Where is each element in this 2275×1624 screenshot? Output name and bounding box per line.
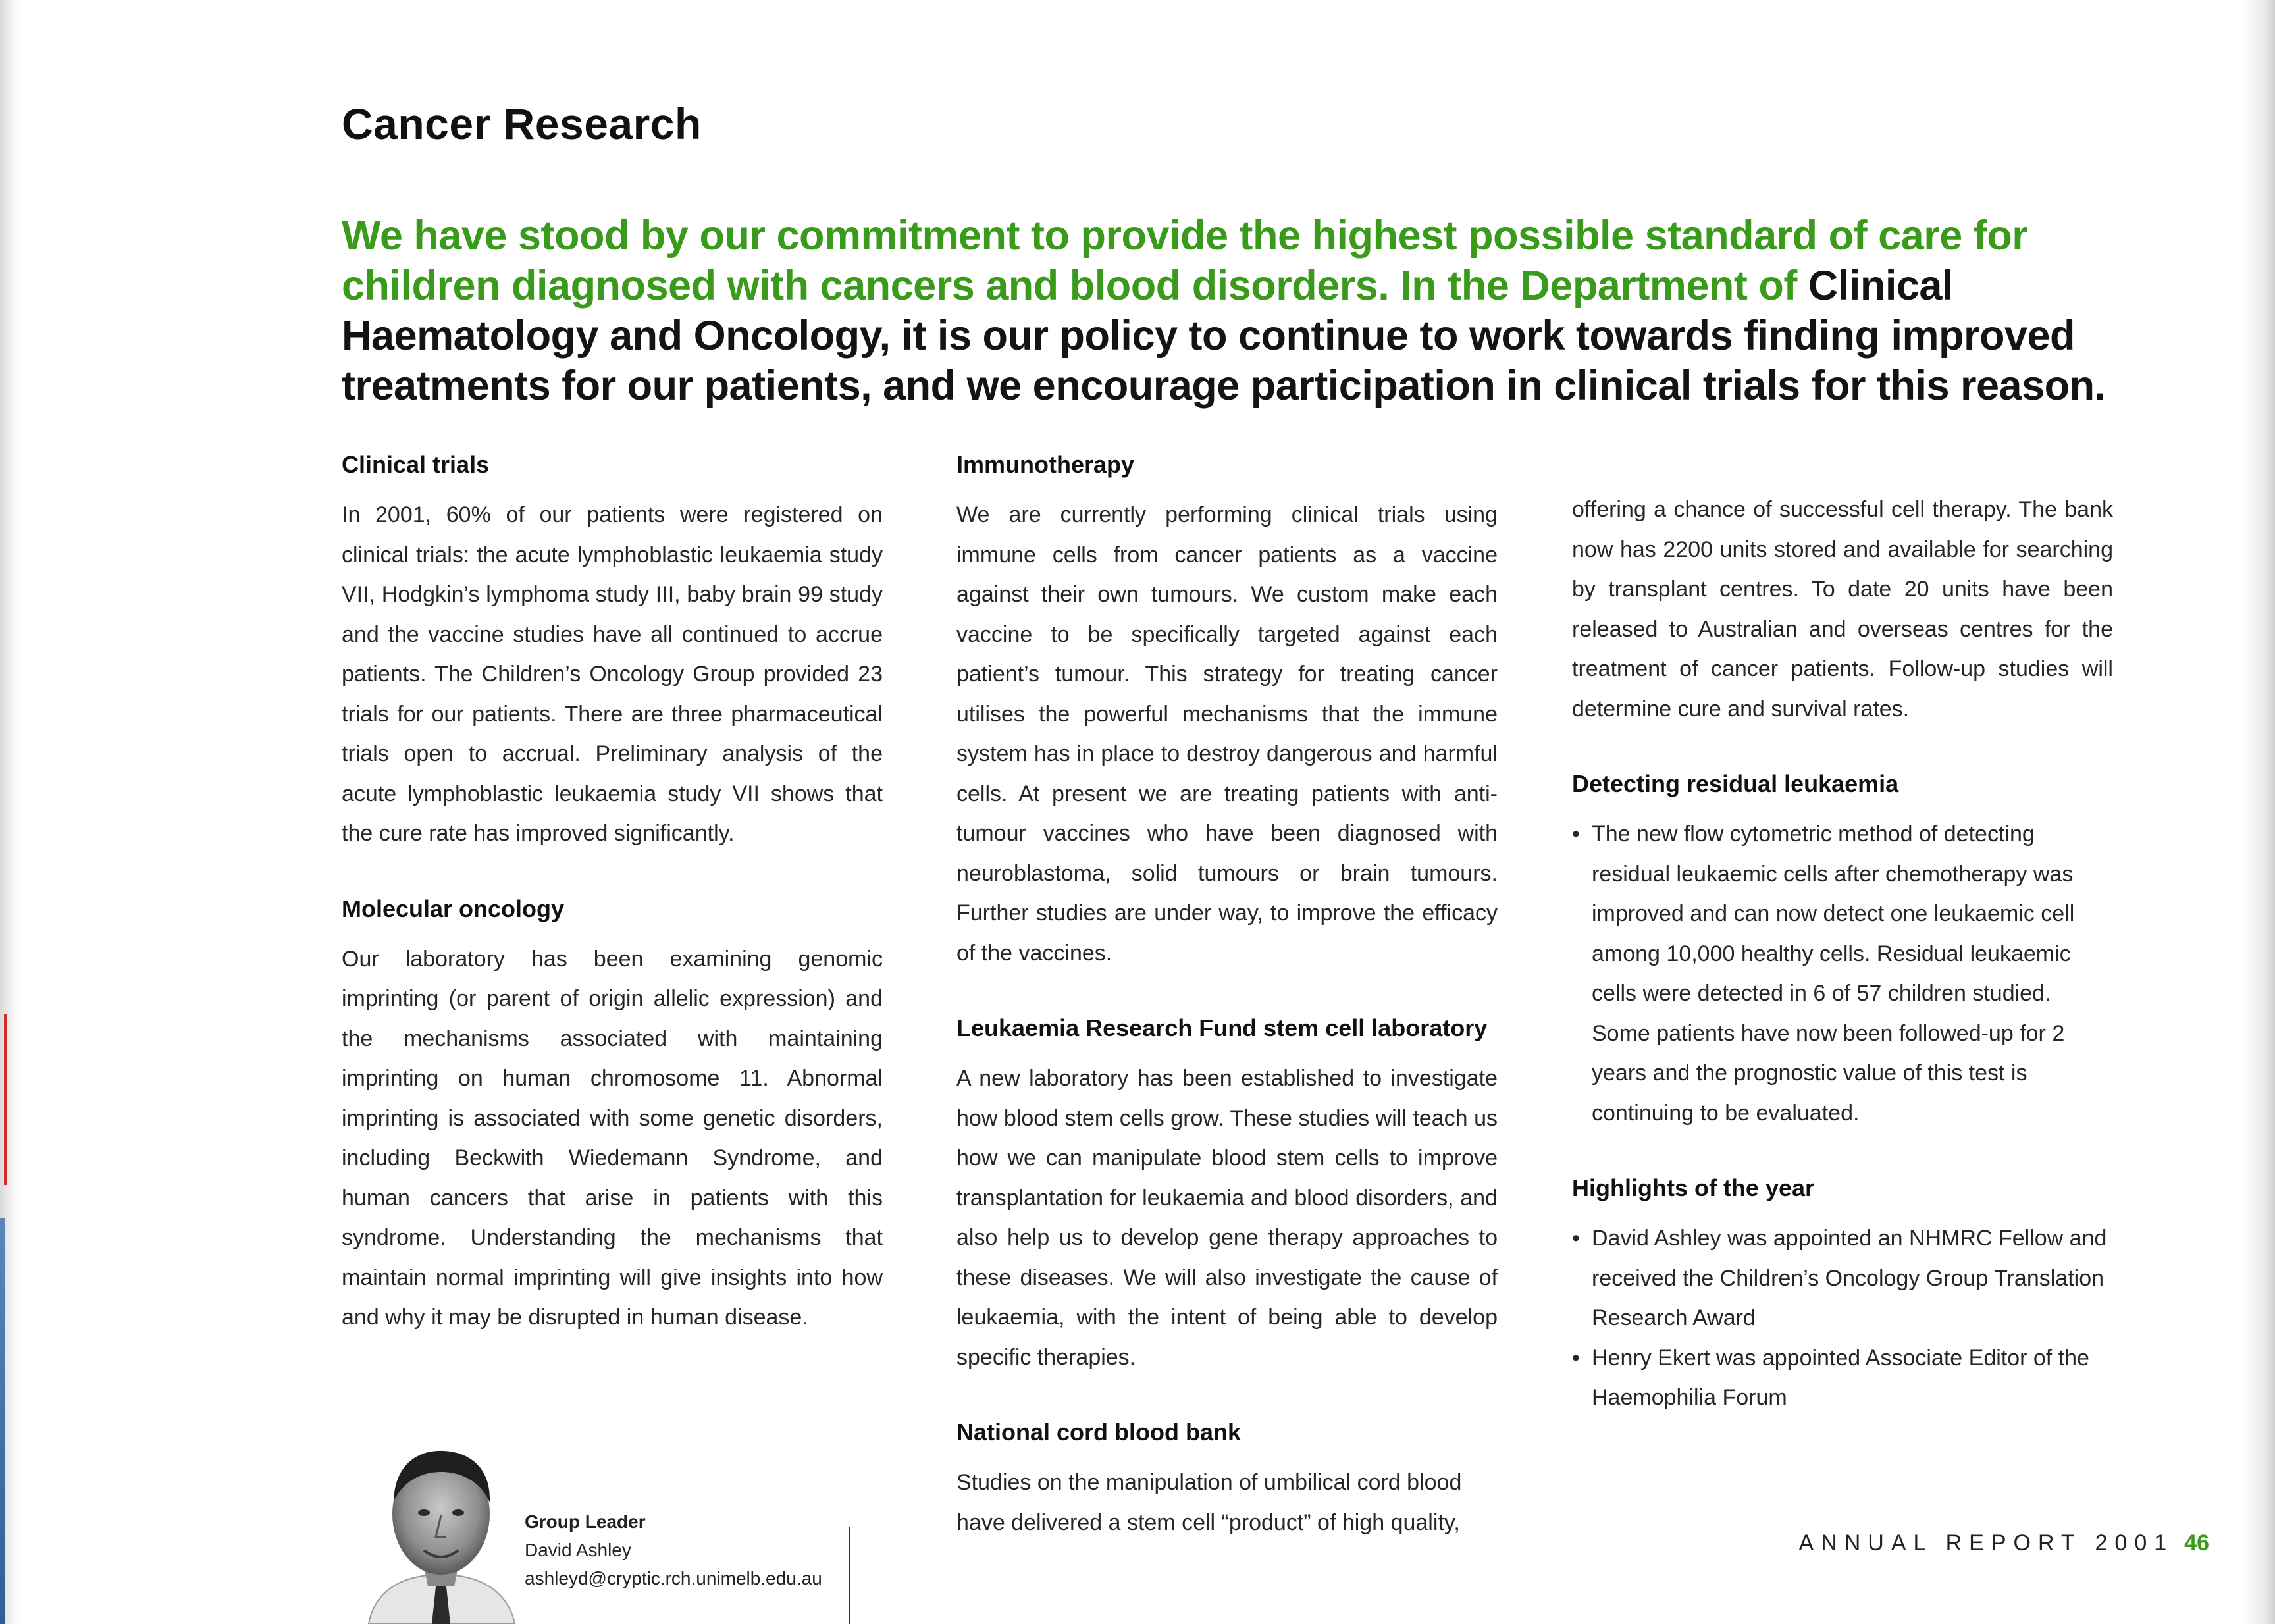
group-leader-email: ashleyd@cryptic.rch.unimelb.edu.au (525, 1568, 822, 1588)
section-highlights (1572, 1172, 2113, 1418)
section-body-continued: offering a chance of successful cell therapy. The bank now has 2200 units stored and available for searching by transplant centres. To date 20 units have been released to Australian and overseas centres for the treatment of cancer patients. Follow-up studies will determine cure and survival rates. (1572, 497, 2113, 721)
section-immunotherapy (956, 449, 1498, 973)
column-1 (342, 449, 883, 1377)
section-body: We are currently performing clinical trials using immune cells from cancer patients as a vaccine against their own tumours. We custom make each vaccine to be specifically targeted against each patient’s tumour. This strategy for treating cancer utilises the powerful mechanisms that the immune system has in place to destroy dangerous and harmful cells. At present we are treating patients with anti-tumour vaccines who have been diagnosed with neuroblastoma, solid tumours or brain tumours. Further studies are under way, to improve the efficacy of the vaccines. (956, 502, 1498, 966)
footer-label: ANNUAL REPORT 2001 (1798, 1531, 2174, 1556)
page-footer (1799, 1531, 2209, 1556)
lead-dark-text: Clinical Haematology and Oncology, it is our policy to continue to work towards finding improved treatments for our patients, and we encourage participation in clinical trials for this reason. (342, 263, 2106, 409)
column-2 (956, 449, 1498, 1582)
group-leader-info (525, 1507, 822, 1592)
section-cord-blood-bank (956, 1417, 1498, 1542)
lead-green-text: We have stood by our commitment to provide the highest possible standard of care for children diagnosed with cancers and blood disorders. In the Department of (342, 213, 2028, 309)
lead-paragraph (342, 211, 2132, 411)
section-heading: Molecular oncology (342, 895, 565, 922)
section-heading: Clinical trials (342, 451, 490, 478)
list-item: • Henry Ekert was appointed Associate Editor of the Haemophilia Forum (1572, 1338, 2113, 1418)
section-body: A new laboratory has been established to investigate how blood stem cells grow. These studies will teach us how we can manipulate blood stem cells to improve transplantation for leukaemia and blood disorders, and also help us to develop gene therapy approaches to these diseases. We will also investigate the cause of leukaemia, with the intent of being able to develop specific therapies. (956, 1066, 1498, 1370)
section-heading: Immunotherapy (956, 451, 1135, 478)
page-edge-shadow (2242, 0, 2275, 1624)
group-leader-photo (362, 1428, 520, 1624)
bullet-list (1572, 1218, 2113, 1418)
section-heading: Detecting residual leukaemia (1572, 770, 1899, 797)
section-body: In 2001, 60% of our patients were registered on clinical trials: the acute lymphoblastic leukaemia study VII, Hodgkin’s lymphoma study III, baby brain 99 study and the vaccine studies have all continued to accrue patients. The Children’s Oncology Group provided 23 trials for our patients. There are three pharmaceutical trials open to accrual. Preliminary analysis of the acute lymphoblastic leukaemia study VII shows that the cure rate has improved significantly. (342, 502, 883, 846)
section-residual-leukaemia (1572, 768, 2113, 1133)
section-clinical-trials (342, 449, 883, 854)
section-stem-cell-lab (956, 1012, 1498, 1377)
page-number: 46 (2184, 1531, 2209, 1556)
section-molecular-oncology (342, 893, 883, 1338)
section-heading: Highlights of the year (1572, 1174, 1815, 1201)
portrait-illustration (362, 1428, 520, 1624)
divider-rule (849, 1527, 850, 1624)
list-item: • David Ashley was appointed an NHMRC Fellow and received the Children’s Oncology Group Translation Research Award (1572, 1218, 2113, 1338)
column-3 (1572, 490, 2113, 1457)
bullet-list (1572, 814, 2113, 1133)
page-title: Cancer Research (342, 99, 702, 148)
binding-mark-red (4, 1014, 7, 1185)
group-leader-role: Group Leader (525, 1511, 646, 1532)
section-body: Studies on the manipulation of umbilical cord blood have delivered a stem cell “product” of high quality, (956, 1470, 1462, 1535)
binding-mark-blue (0, 1218, 5, 1624)
section-heading: Leukaemia Research Fund stem cell laboratory (956, 1014, 1488, 1041)
group-leader-name: David Ashley (525, 1540, 631, 1560)
section-cord-blood-bank-continued (1572, 490, 2113, 729)
section-heading: National cord blood bank (956, 1419, 1242, 1446)
section-body: Our laboratory has been examining genomic imprinting (or parent of origin allelic expression) and the mechanisms associated with maintaining imprinting on human chromosome 11. Abnormal imprinting is associated with some genetic disorders, including Beckwith Wiedemann Syndrome, and human cancers that arise in patients with this syndrome. Understanding the mechanisms that maintain normal imprinting will give insights into how and why it may be disrupted in human disease. (342, 946, 883, 1330)
list-item: • The new flow cytometric method of detecting residual leukaemic cells after chemotherapy was improved and can now detect one leukaemic cell among 10,000 healthy cells. Residual leukaemic cells were detected in 6 of 57 children studied. Some patients have now been followed-up for 2 years and the prognostic value of this test is continuing to be evaluated. (1572, 814, 2113, 1133)
